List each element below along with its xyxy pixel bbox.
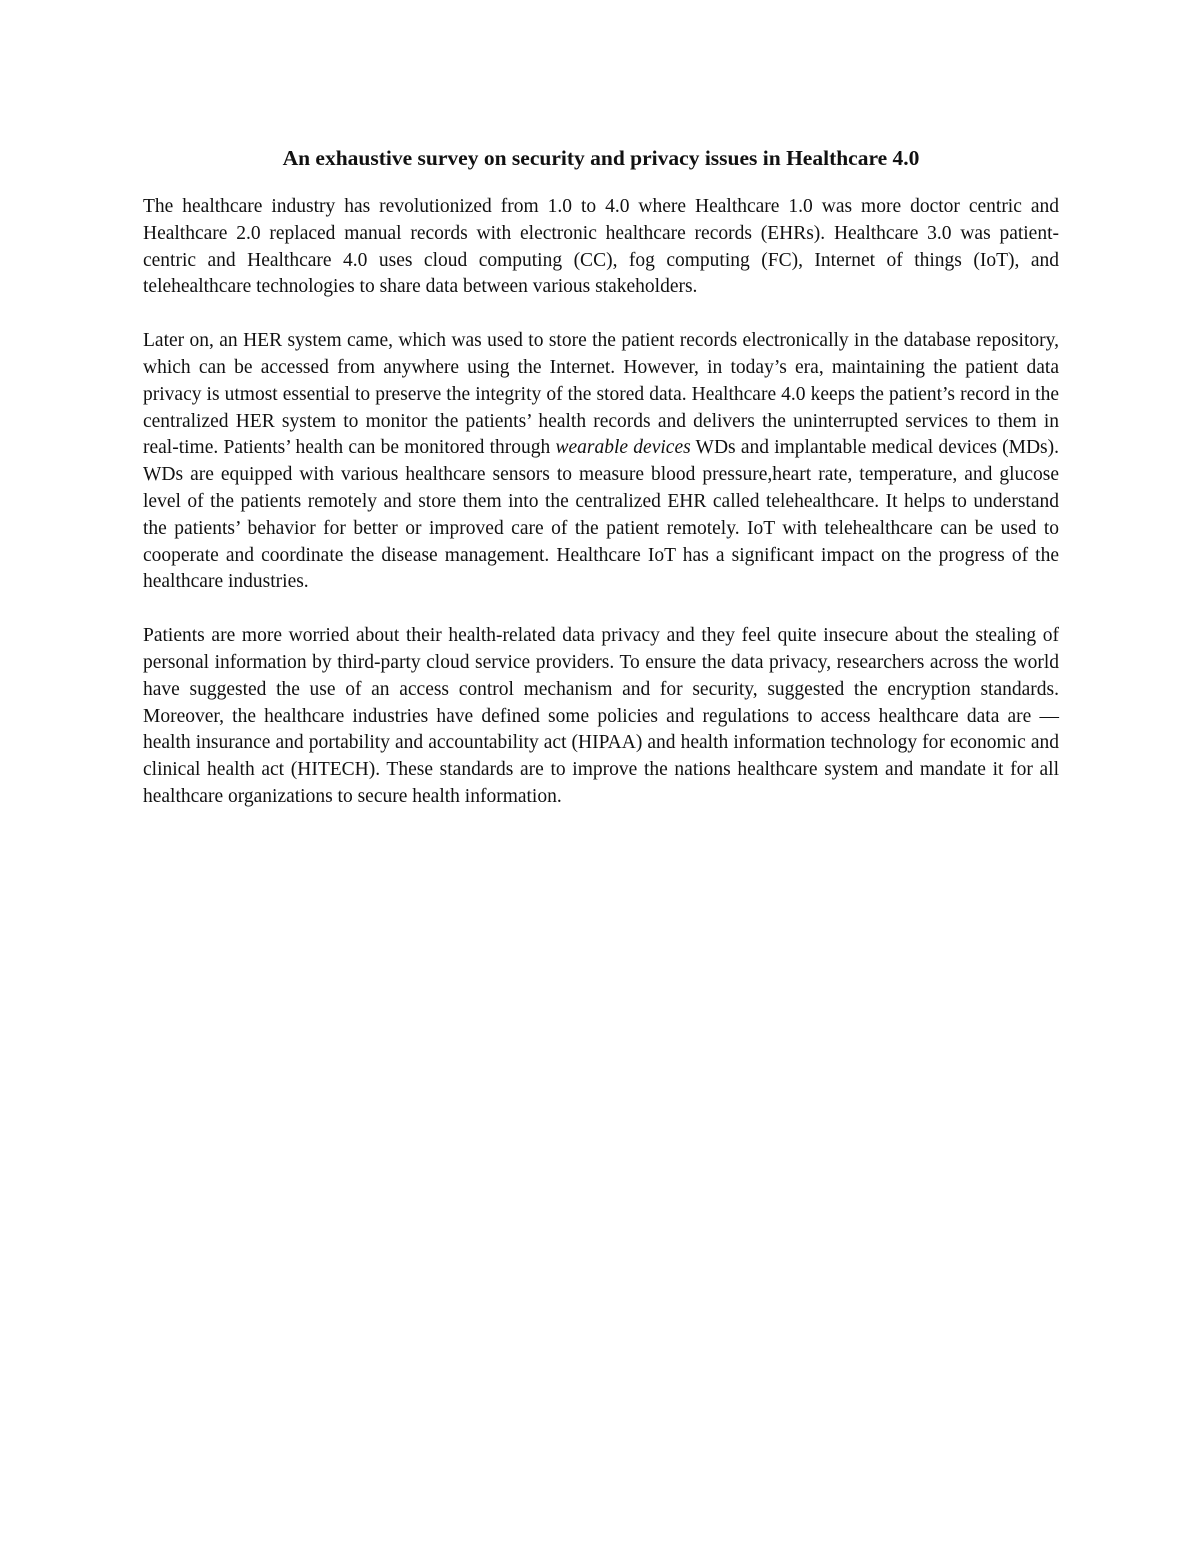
document-title: An exhaustive survey on security and privacy issues in Healthcare 4.0 [282,146,920,170]
paragraph-her-system [143,328,1059,596]
paragraph-privacy: Patients are more worried about their health-related data privacy and they feel quite insecure about the stealing of personal information by third-party cloud service providers. To ensure the data privacy, researchers across the world have suggested the use of an access control mechanism and for security, suggested the encryption standards. Moreover, the healthcare industries have defined some policies and regulations to access healthcare data are — health insurance and portability and accountability act (HIPAA) and health information technology for economic and clinical health act (HITECH). These standards are to improve the nations healthcare system and mandate it for all healthcare organizations to secure health information. [143,625,1059,807]
paragraph-her-system-part3: heart rate, temperature, and glucose level of the patients remotely and store them into the centralized EHR called telehealthcare. It helps to understand the patients’ behavior for better or improved care of the patient remotely. IoT with telehealthcare can be used to cooperate and coordinate the disease management. Healthcare IoT has a significant impact on the progress of the healthcare industries. [143,464,1059,593]
document-body [143,142,1059,838]
paragraph-her-system-part2: WDs and implantable medical devices (MDs). WDs are equipped with various healthcare sensors to measure blood pressure, [143,437,1060,486]
paragraph-intro: The healthcare industry has revolutionized from 1.0 to 4.0 where Healthcare 1.0 was more doctor centric and Healthcare 2.0 replaced manual records with electronic healthcare records (EHRs). Healthcare 3.0 was patient-centric and Healthcare 4.0 uses cloud computing (CC), fog computing (FC), Internet of things (IoT), and telehealthcare technologies to share data between various stakeholders. [143,196,1059,298]
wearable-devices-emphasis: wearable devices [555,437,691,459]
paragraph-her-system-part1: Later on, an HER system came, which was used to store the patient records electronically in the database repository, which can be accessed from anywhere using the Internet. However, in today’s era, maintaining the patient data privacy is utmost essential to preserve the integrity of the stored data. Healthcare 4.0 keeps the patient’s record in the centralized HER system to monitor the patients’ health records and delivers the uninterrupted services to them in real-time. Patients’ health can be monitored through [143,330,1059,459]
